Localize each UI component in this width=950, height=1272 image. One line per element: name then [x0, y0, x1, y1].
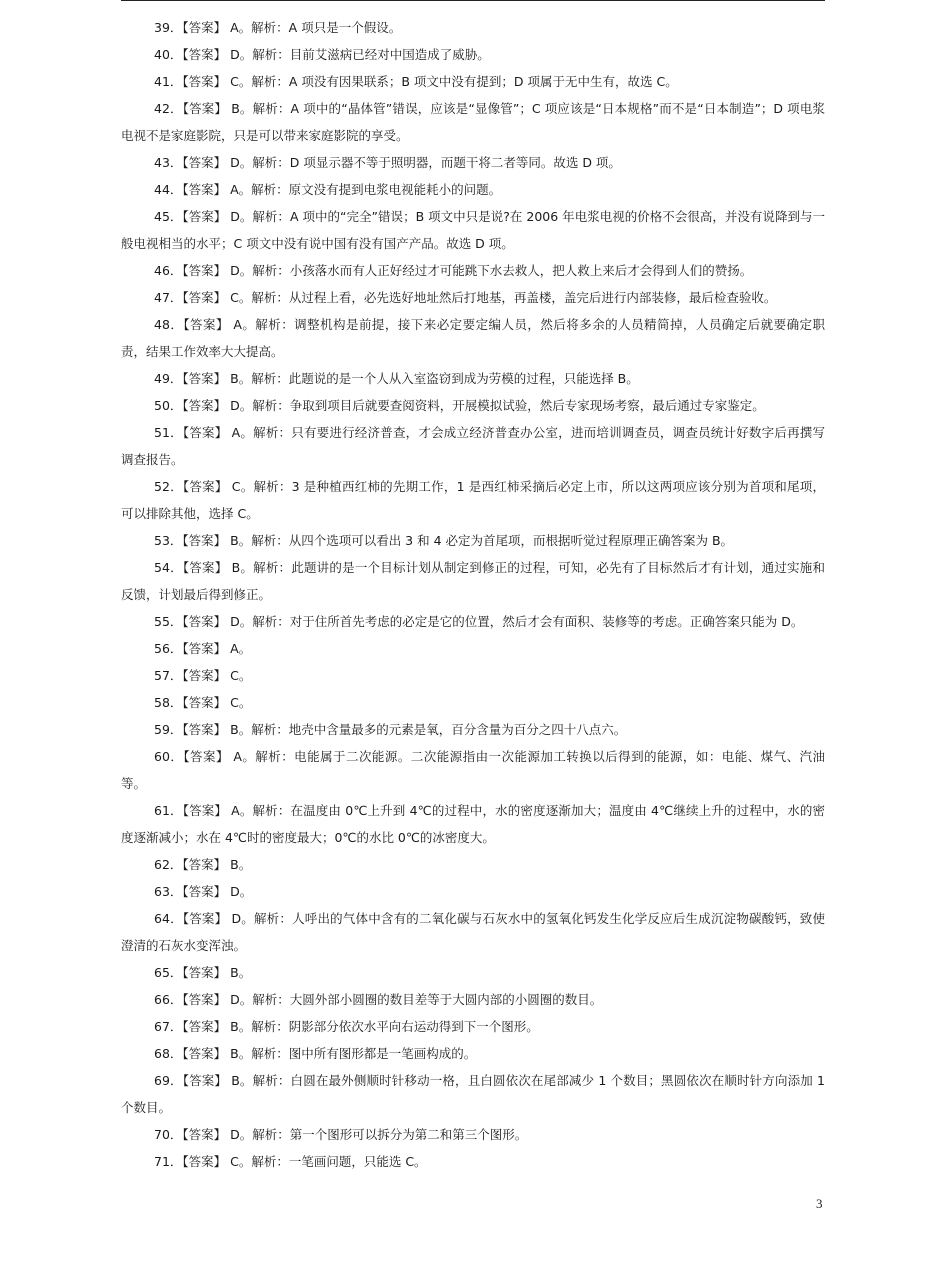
answer-item-60: 60．【答案】 A。解析：电能属于二次能源。二次能源指由一次能源加工转换以后得到的能源，如：电能、煤气、汽油等。	[121, 749, 825, 791]
answer-item-42: 42．【答案】 B。解析：A 项中的“晶体管”错误，应该是“显像管”；C 项应该是“日本规格”而不是“日本制造”；D 项电浆电视不是家庭影院，只是可以带来家庭影院的享受。	[121, 101, 825, 143]
answer-item-58: 58．【答案】 C。	[154, 695, 252, 710]
answer-item-43: 43．【答案】 D。解析：D 项显示器不等于照明器，而题干将二者等同。故选 D 项。	[154, 155, 621, 170]
answer-item-64: 64．【答案】 D。解析：人呼出的气体中含有的二氧化碳与石灰水中的氢氧化钙发生化学反应后生成沉淀物碳酸钙，致使澄清的石灰水变浑浊。	[121, 911, 825, 953]
answer-item-63: 63．【答案】 D。	[154, 884, 253, 899]
answer-item-47: 47．【答案】 C。解析：从过程上看，必先选好地址然后打地基，再盖楼，盖完后进行内部装修，最后检查验收。	[154, 290, 777, 305]
answer-item-46: 46．【答案】 D。解析：小孩落水而有人正好经过才可能跳下水去救人，把人救上来后才会得到人们的赞扬。	[154, 263, 753, 278]
answer-item-45: 45．【答案】 D。解析：A 项中的“完全”错误；B 项文中只是说?在 2006 年电浆电视的价格不会很高，并没有说降到与一般电视相当的水平；C 项文中没有说中国有没有国产产品。故选 D 项。	[121, 209, 825, 251]
answer-item-67: 67．【答案】 B。解析：阴影部分依次水平向右运动得到下一个图形。	[154, 1019, 539, 1034]
answer-item-66: 66．【答案】 D。解析：大圆外部小圆圈的数目差等于大圆内部的小圆圈的数目。	[154, 992, 603, 1007]
answer-item-52: 52．【答案】 C。解析：3 是种植西红柿的先期工作，1 是西红柿采摘后必定上市，所以这两项应该分别为首项和尾项，可以排除其他，选择 C。	[121, 479, 825, 521]
answer-item-70: 70．【答案】 D。解析：第一个图形可以拆分为第二和第三个图形。	[154, 1127, 528, 1142]
answer-item-40: 40．【答案】 D。解析：目前艾滋病已经对中国造成了威胁。	[154, 47, 490, 62]
answer-item-50: 50．【答案】 D。解析：争取到项目后就要查阅资料，开展模拟试验，然后专家现场考察，最后通过专家鉴定。	[154, 398, 765, 413]
answer-item-39: 39．【答案】 A。解析：A 项只是一个假设。	[154, 20, 402, 35]
top-rule	[121, 0, 825, 1]
answer-item-41: 41．【答案】 C。解析：A 项没有因果联系；B 项文中没有提到；D 项属于无中生有，故选 C。	[154, 74, 678, 89]
answer-item-54: 54．【答案】 B。解析：此题讲的是一个目标计划从制定到修正的过程，可知，必先有了目标然后才有计划，通过实施和反馈，计划最后得到修正。	[121, 560, 825, 602]
answer-item-55: 55．【答案】 D。解析：对于住所首先考虑的必定是它的位置，然后才会有面积、装修等的考虑。正确答案只能为 D。	[154, 614, 804, 629]
answer-list	[121, 14, 825, 1175]
page-number: 3	[816, 1196, 823, 1211]
answer-item-61: 61．【答案】 A。解析：在温度由 0℃上升到 4℃的过程中，水的密度逐渐加大；温度由 4℃继续上升的过程中，水的密度逐渐减小；水在 4℃时的密度最大；0℃的水比 0℃的冰密度大。	[121, 803, 825, 845]
answer-item-44: 44．【答案】 A。解析：原文没有提到电浆电视能耗小的问题。	[154, 182, 502, 197]
answer-item-62: 62．【答案】 B。	[154, 857, 252, 872]
answer-item-48: 48．【答案】 A。解析：调整机构是前提，接下来必定要定编人员，然后将多余的人员精简掉，人员确定后就要确定职责，结果工作效率大大提高。	[121, 317, 825, 359]
answer-item-56: 56．【答案】 A。	[154, 641, 252, 656]
answer-item-57: 57．【答案】 C。	[154, 668, 252, 683]
answer-item-51: 51．【答案】 A。解析：只有要进行经济普查，才会成立经济普查办公室，进而培训调查员，调查员统计好数字后再撰写调查报告。	[121, 425, 825, 467]
answer-item-59: 59．【答案】 B。解析：地壳中含量最多的元素是氧，百分含量为百分之四十八点六。	[154, 722, 627, 737]
answer-item-68: 68．【答案】 B。解析：图中所有图形都是一笔画构成的。	[154, 1046, 477, 1061]
answer-item-69: 69．【答案】 B。解析：白圆在最外侧顺时针移动一格，且白圆依次在尾部减少 1 个数目；黑圆依次在顺时针方向添加 1 个数目。	[121, 1073, 825, 1115]
answer-item-53: 53．【答案】 B。解析：从四个选项可以看出 3 和 4 必定为首尾项，而根据听觉过程原理正确答案为 B。	[154, 533, 734, 548]
answer-item-65: 65．【答案】 B。	[154, 965, 252, 980]
answer-item-49: 49．【答案】 B。解析：此题说的是一个人从入室盗窃到成为劳模的过程，只能选择 B。	[154, 371, 639, 386]
answer-item-71: 71．【答案】 C。解析：一笔画问题，只能选 C。	[154, 1154, 427, 1169]
